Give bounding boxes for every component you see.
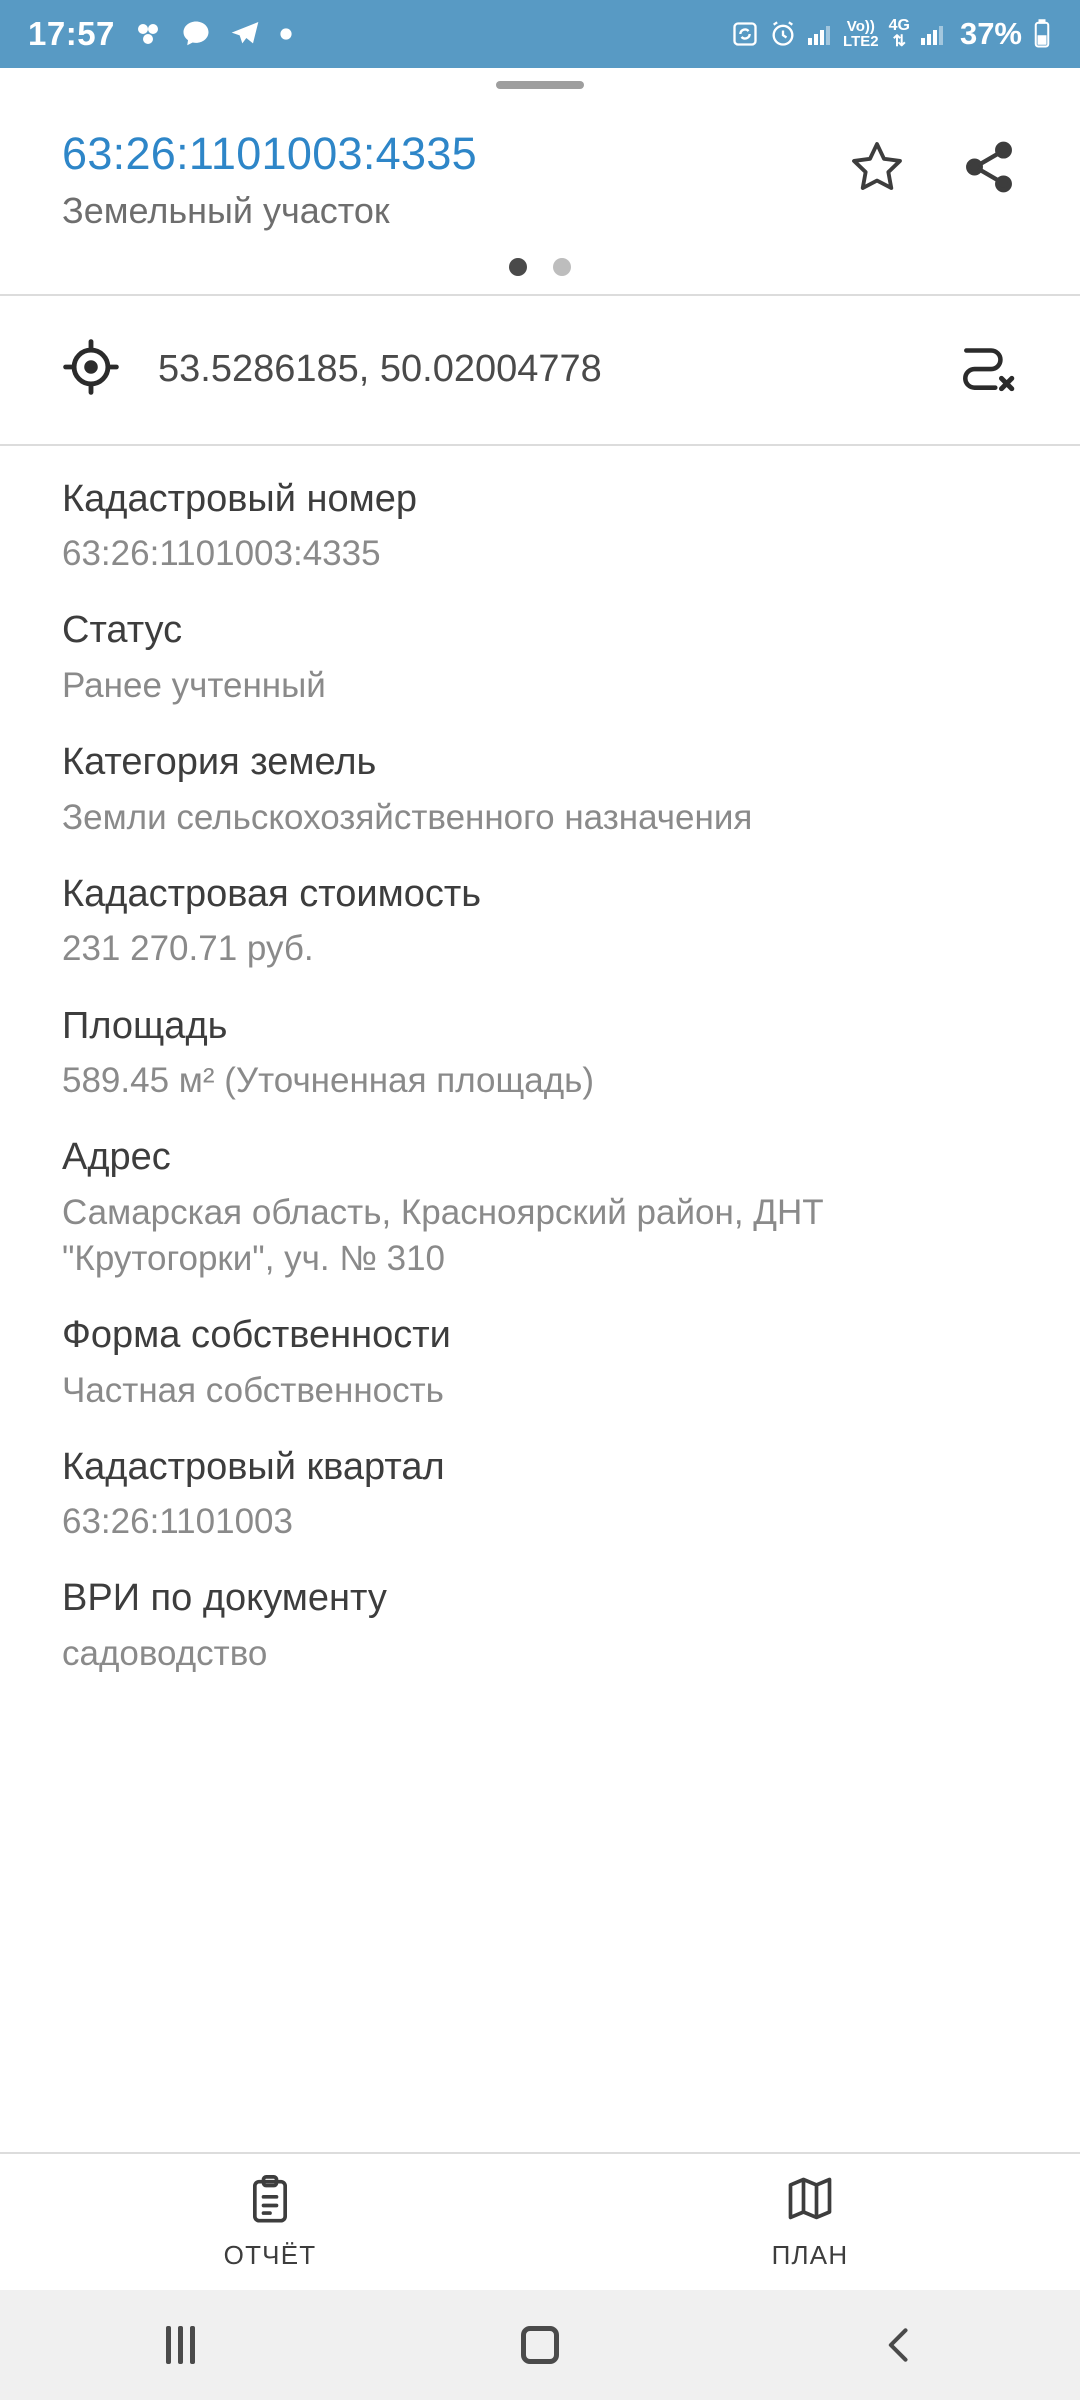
field-value: Земли сельскохозяйственного назначения	[62, 797, 753, 837]
field-value: 589.45 м² (Уточненная площадь)	[62, 1061, 595, 1100]
detail-field	[62, 1575, 1018, 1677]
status-bar-left	[28, 15, 293, 53]
status-bar	[0, 0, 1080, 68]
field-label: Статус	[62, 609, 183, 652]
detail-field	[62, 1003, 1018, 1105]
coordinates-value: 53.5286185, 50.02004778	[158, 348, 602, 391]
bottom-sheet-handle-area[interactable]	[0, 68, 1080, 102]
field-value: Частная собственность	[62, 1370, 444, 1410]
detail-field	[62, 607, 1018, 709]
android-nav-bar	[0, 2290, 1080, 2400]
chat-bubble-icon	[181, 19, 211, 49]
telegram-icon	[229, 18, 261, 50]
detail-field	[62, 1134, 1018, 1282]
route-cancel-icon[interactable]	[956, 339, 1018, 400]
field-label: Кадастровая стоимость	[62, 872, 482, 915]
detail-field	[62, 739, 1018, 841]
field-label: Кадастровый номер	[62, 477, 418, 520]
field-label: Форма собственности	[62, 1314, 451, 1357]
field-value: Самарская область, Красноярский район, ДНТ "Крутогорки", уч. № 310	[62, 1192, 824, 1278]
field-label: Категория земель	[62, 741, 377, 784]
battery-percent: 37%	[959, 16, 1022, 51]
detail-field	[62, 871, 1018, 973]
tab-report[interactable]	[0, 2154, 540, 2290]
object-type-subtitle: Земельный участок	[62, 189, 390, 231]
field-value: 231 270.71 руб.	[62, 929, 314, 969]
header-actions	[848, 128, 1018, 201]
drag-handle[interactable]	[496, 81, 584, 89]
details-list[interactable]	[0, 446, 1080, 1768]
status-time: 17:57	[28, 15, 115, 52]
detail-field	[62, 1312, 1018, 1414]
detail-field	[62, 1444, 1018, 1546]
recents-icon[interactable]	[120, 2290, 240, 2400]
title-block	[62, 128, 848, 232]
signal-bars-2-icon	[920, 22, 946, 46]
field-label: Адрес	[62, 1136, 171, 1179]
lte-label: LTE2	[843, 33, 879, 50]
header	[0, 102, 1080, 294]
volte-label: Vo))	[846, 18, 875, 35]
star-outline-icon[interactable]	[848, 138, 906, 201]
detail-field	[62, 476, 1018, 578]
alarm-sync-icon	[731, 20, 759, 48]
tab-plan[interactable]	[540, 2154, 1080, 2290]
field-label: Площадь	[62, 1004, 228, 1047]
field-label: Кадастровый квартал	[62, 1445, 445, 1488]
network-label: 4G	[888, 17, 910, 34]
field-value: 63:26:1101003:4335	[62, 534, 381, 574]
coordinates-row[interactable]	[0, 296, 1080, 444]
share-icon[interactable]	[960, 138, 1018, 201]
home-icon[interactable]	[480, 2290, 600, 2400]
map-icon	[783, 2173, 837, 2230]
back-icon[interactable]	[840, 2290, 960, 2400]
network-4g-icon	[889, 18, 910, 50]
volte-icon	[843, 19, 879, 49]
signal-bars-icon	[807, 22, 833, 46]
page-indicator	[62, 258, 1018, 294]
page-title[interactable]: 63:26:1101003:4335	[62, 128, 477, 179]
tab-plan-label: ПЛАН	[771, 2240, 849, 2270]
alarm-clock-icon	[769, 20, 797, 48]
coordinates-left	[62, 338, 602, 401]
data-arrows-icon: ⇅	[892, 33, 906, 50]
header-row	[62, 128, 1018, 232]
crosshair-icon[interactable]	[62, 338, 120, 401]
field-value: садоводство	[62, 1633, 268, 1673]
field-label: ВРИ по документу	[62, 1577, 387, 1620]
status-bar-right	[731, 16, 1052, 52]
battery-icon	[1032, 19, 1052, 49]
tab-report-label: ОТЧЁТ	[223, 2240, 317, 2270]
page-dot-2[interactable]	[553, 258, 571, 276]
bottom-tab-bar	[0, 2152, 1080, 2290]
field-value: 63:26:1101003	[62, 1502, 293, 1542]
field-value: Ранее учтенный	[62, 665, 326, 705]
clipboard-icon	[244, 2173, 296, 2230]
page-dot-1[interactable]	[509, 258, 527, 276]
clover-icon	[133, 19, 163, 49]
dot-icon	[279, 27, 293, 41]
